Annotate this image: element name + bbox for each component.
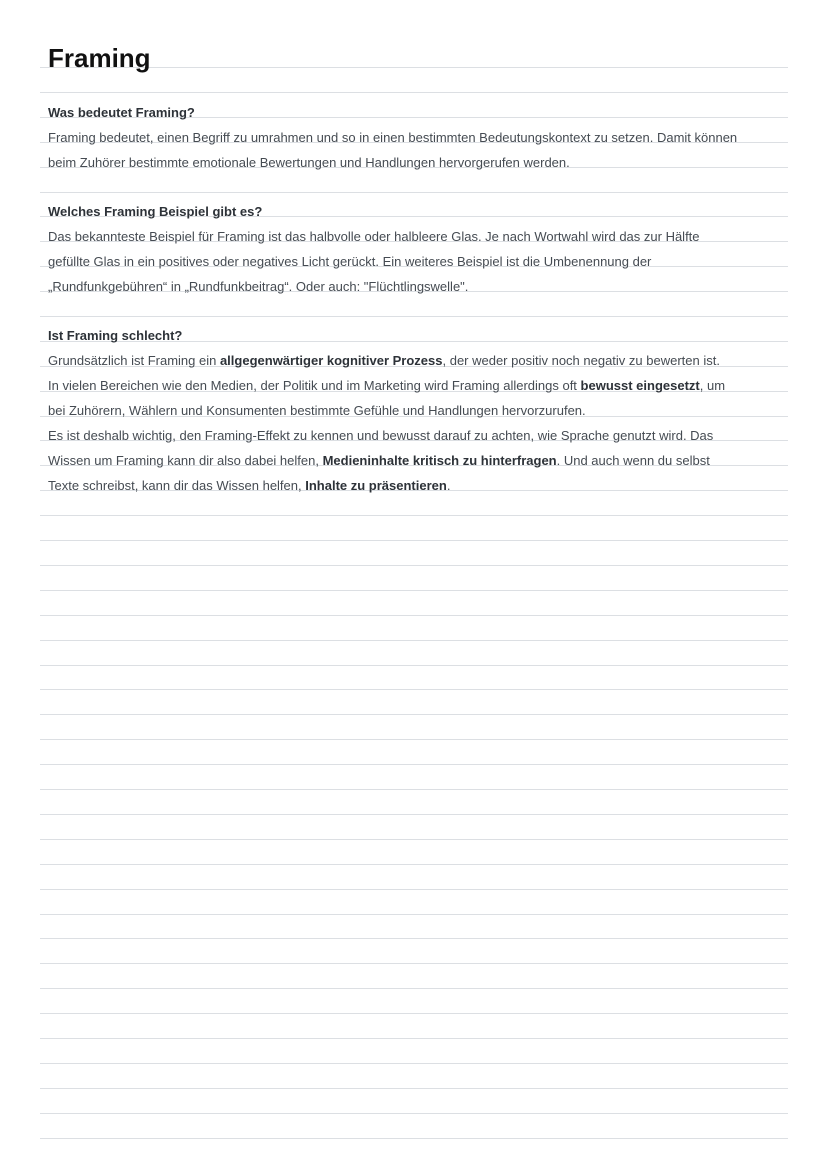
ruled-line <box>40 92 788 93</box>
paragraph-line: „Rundfunkgebühren“ in „Rundfunkbeitrag“. Oder auch: "Flüchtlingswelle". <box>48 279 469 294</box>
emphasis-text: Inhalte zu präsentieren <box>305 478 447 493</box>
ruled-line <box>40 814 788 815</box>
paragraph-line: bei Zuhörern, Wählern und Konsumenten bestimmte Gefühle und Handlungen hervorzurufen. <box>48 403 586 418</box>
paragraph-line: Wissen um Framing kann dir also dabei helfen, Medieninhalte kritisch zu hinterfragen. Und auch wenn du selbst <box>48 453 710 468</box>
ruled-line <box>40 689 788 690</box>
ruled-line <box>40 963 788 964</box>
ruled-line <box>40 739 788 740</box>
emphasis-text: Medieninhalte kritisch zu hinterfragen <box>322 453 557 468</box>
emphasis-text: bewusst eingesetzt <box>580 378 700 393</box>
ruled-line <box>40 839 788 840</box>
paragraph-line: Texte schreibst, kann dir das Wissen helfen, Inhalte zu präsentieren. <box>48 478 451 493</box>
ruled-line <box>40 540 788 541</box>
ruled-line <box>40 889 788 890</box>
ruled-line <box>40 764 788 765</box>
ruled-line <box>40 665 788 666</box>
ruled-line <box>40 316 788 317</box>
ruled-line <box>40 714 788 715</box>
ruled-line <box>40 67 788 68</box>
page-title: Framing <box>48 43 151 73</box>
section-heading-is-bad: Ist Framing schlecht? <box>48 328 183 343</box>
ruled-line <box>40 1013 788 1014</box>
ruled-line <box>40 1138 788 1139</box>
paragraph-line: Grundsätzlich ist Framing ein allgegenwärtiger kognitiver Prozess, der weder positiv noch negativ zu bewerten ist. <box>48 353 720 368</box>
paragraph-line: Es ist deshalb wichtig, den Framing-Effekt zu kennen und bewusst darauf zu achten, wie Sprache genutzt wird. Das <box>48 428 714 443</box>
section-heading-meaning: Was bedeutet Framing? <box>48 105 195 120</box>
ruled-lines <box>40 0 788 1171</box>
ruled-line <box>40 988 788 989</box>
ruled-line <box>40 1113 788 1114</box>
ruled-line <box>40 914 788 915</box>
paragraph-line: beim Zuhörer bestimmte emotionale Bewertungen und Handlungen hervorgerufen werden. <box>48 155 570 170</box>
paragraph-line: In vielen Bereichen wie den Medien, der Politik und im Marketing wird Framing allerdings oft bewusst eingesetzt, um <box>48 378 726 393</box>
emphasis-text: allgegenwärtiger kognitiver Prozess <box>219 353 443 368</box>
ruled-line <box>40 615 788 616</box>
ruled-line <box>40 1088 788 1089</box>
ruled-line <box>40 864 788 865</box>
ruled-line <box>40 1063 788 1064</box>
ruled-line <box>40 640 788 641</box>
section-heading-example: Welches Framing Beispiel gibt es? <box>48 204 263 219</box>
ruled-line <box>40 1038 788 1039</box>
ruled-line <box>40 590 788 591</box>
ruled-line <box>40 192 788 193</box>
paragraph-line: Das bekannteste Beispiel für Framing ist das halbvolle oder halbleere Glas. Je nach Wortwahl wird das zur Hälfte <box>48 229 700 244</box>
ruled-line <box>40 565 788 566</box>
paragraph-line: Framing bedeutet, einen Begriff zu umrahmen und so in einen bestimmten Bedeutungskontext zu setzen. Damit können <box>48 130 738 145</box>
ruled-line <box>40 938 788 939</box>
ruled-line <box>40 515 788 516</box>
paragraph-line: gefüllte Glas in ein positives oder negatives Licht gerückt. Ein weiteres Beispiel ist die Umbenennung der <box>48 254 652 269</box>
ruled-line <box>40 789 788 790</box>
